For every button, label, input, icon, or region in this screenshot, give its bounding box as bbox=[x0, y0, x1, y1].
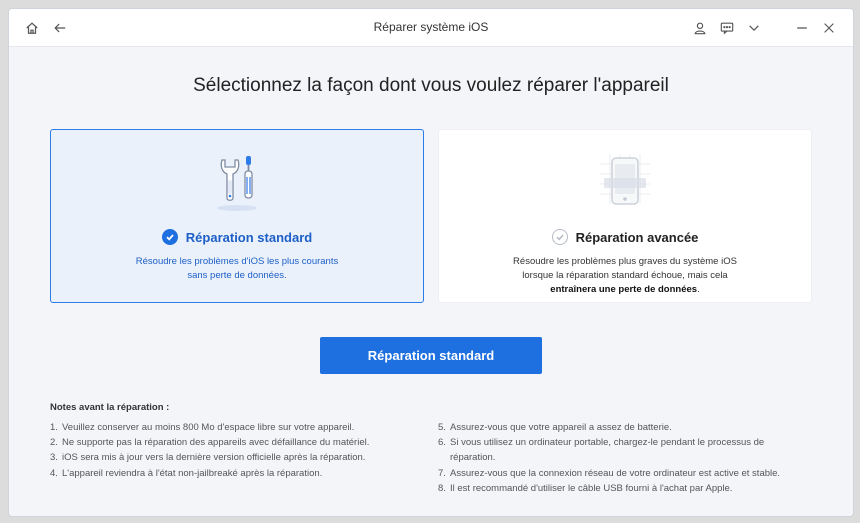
page-heading: Sélectionnez la façon dont vous voulez réparer l'appareil bbox=[193, 75, 669, 96]
standard-repair-card[interactable] bbox=[50, 129, 424, 303]
minimize-icon[interactable] bbox=[793, 19, 811, 37]
standard-repair-title bbox=[51, 229, 423, 245]
note-item: 1. Veuillez conserver au moins 800 Mo d'espace libre sur votre appareil. bbox=[50, 422, 355, 433]
notes-title: Notes avant la réparation : bbox=[50, 402, 170, 413]
chevron-down-icon[interactable] bbox=[745, 19, 763, 37]
note-item: 6. Si vous utilisez un ordinateur portable, chargez-le pendant le processus de réparation. bbox=[438, 437, 765, 464]
standard-desc-line2: sans perte de données. bbox=[187, 270, 287, 281]
title-bar bbox=[9, 9, 853, 47]
standard-repair-label: Réparation standard bbox=[185, 229, 313, 245]
check-icon bbox=[162, 229, 178, 245]
advanced-desc-end: . bbox=[697, 284, 700, 295]
note-item: 2. Ne supporte pas la réparation des appareils avec défaillance du matériel. bbox=[50, 437, 370, 449]
feedback-icon[interactable] bbox=[718, 19, 736, 37]
advanced-repair-label: Réparation avancée bbox=[575, 229, 699, 245]
start-repair-button[interactable]: Réparation standard bbox=[320, 337, 542, 374]
user-icon[interactable] bbox=[691, 19, 709, 37]
window-title: Réparer système iOS bbox=[373, 20, 489, 34]
note-item: 5. Assurez-vous que votre appareil a assez de batterie. bbox=[438, 422, 672, 433]
advanced-repair-description bbox=[459, 255, 791, 297]
note-item: 3. iOS sera mis à jour vers la dernière version officielle après la réparation. bbox=[50, 452, 366, 464]
notes-list-left bbox=[50, 420, 430, 481]
advanced-desc-line2: lorsque la réparation standard échoue, mais cela bbox=[522, 270, 728, 281]
check-icon bbox=[552, 229, 568, 245]
note-item: 8. Il est recommandé d'utiliser le câble USB fourni à l'achat par Apple. bbox=[438, 482, 733, 494]
standard-repair-description bbox=[71, 255, 403, 283]
close-icon[interactable] bbox=[820, 19, 838, 37]
note-item: 7. Assurez-vous que la connexion réseau de votre ordinateur est active et stable. bbox=[438, 467, 781, 479]
advanced-repair-card[interactable] bbox=[438, 129, 812, 303]
notes-list-right bbox=[438, 420, 808, 496]
advanced-desc-line3 bbox=[459, 283, 791, 297]
advanced-repair-title bbox=[439, 229, 811, 245]
advanced-desc-line1: Résoudre les problèmes plus graves du système iOS bbox=[513, 256, 737, 267]
app-window bbox=[8, 8, 854, 517]
standard-desc-line1: Résoudre les problèmes d'iOS les plus courants bbox=[135, 256, 339, 267]
note-item: 4. L'appareil reviendra à l'état non-jailbreaké après la réparation. bbox=[50, 467, 323, 479]
data-loss-warning: entraînera une perte de données bbox=[550, 284, 698, 295]
tools-icon bbox=[202, 150, 272, 212]
device-icon bbox=[590, 150, 660, 212]
